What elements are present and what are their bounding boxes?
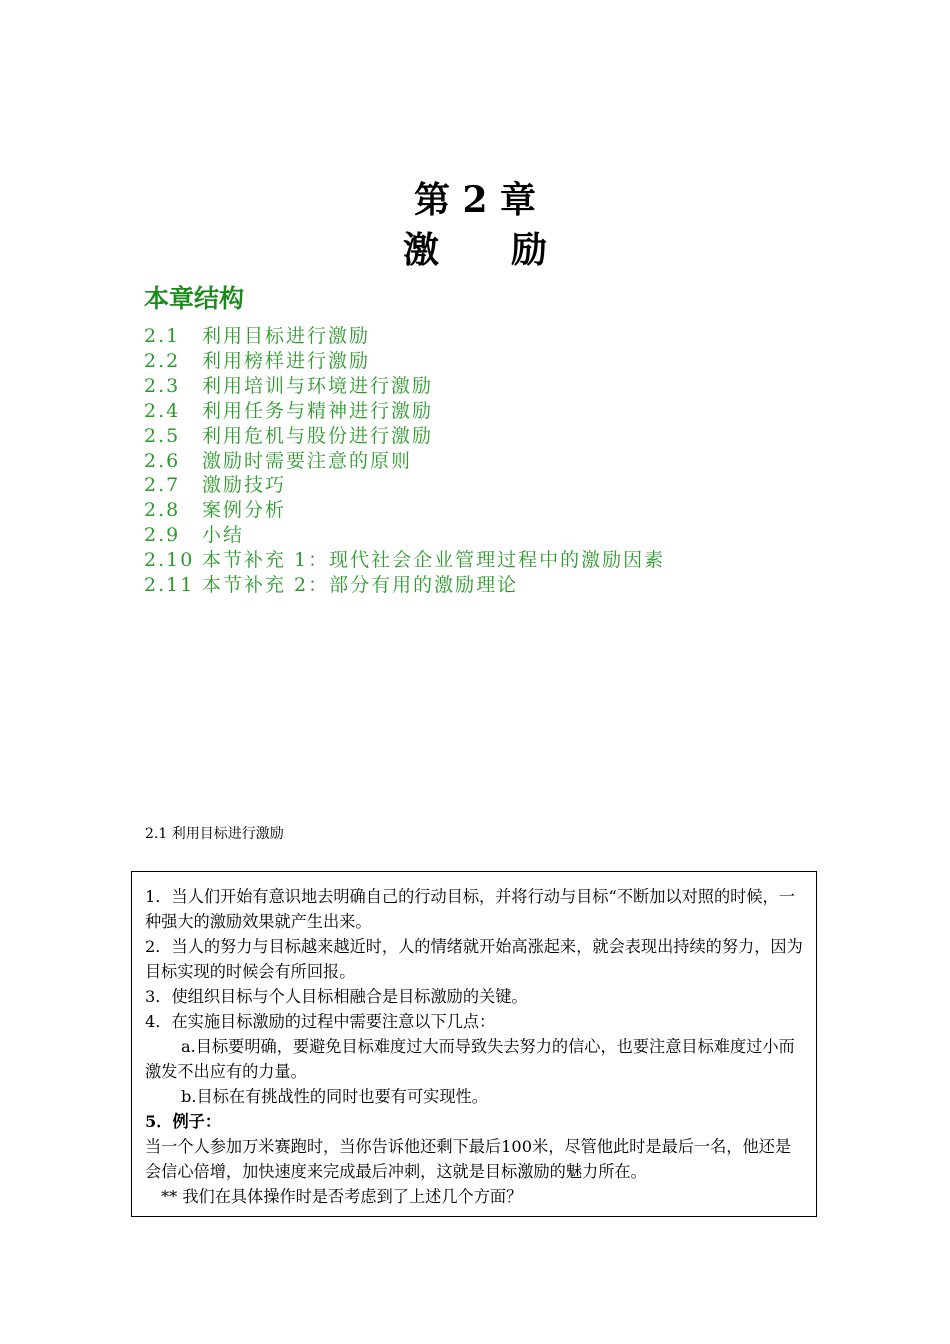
toc-item[interactable] — [144, 573, 665, 598]
box-paragraph-2: 2．当人的努力与目标越来越近时，人的情绪就开始高涨起来，就会表现出持续的努力，因为目标实现的时候会有所回报。 — [145, 937, 803, 981]
toc-item-number: 2.8 — [144, 499, 181, 522]
chapter-number: 第 2 章 — [413, 179, 537, 221]
box-paragraph-3: 3．使组织目标与个人目标相融合是目标激励的关键。 — [145, 987, 528, 1006]
toc-item-number: 2.4 — [144, 399, 181, 422]
toc-item[interactable] — [144, 324, 665, 349]
toc-item[interactable] — [144, 349, 665, 374]
toc-item[interactable] — [144, 424, 665, 449]
toc-item-label: 利用榜样进行激励 — [202, 349, 371, 372]
toc-item-number: 2.10 — [144, 549, 195, 572]
toc-item[interactable] — [144, 399, 665, 424]
content-box — [131, 871, 817, 1217]
toc-item[interactable] — [144, 548, 665, 573]
toc-item-label: 本节补充 2：部分有用的激励理论 — [202, 574, 519, 597]
toc-item-number: 2.9 — [144, 524, 181, 547]
toc-item-label: 利用目标进行激励 — [202, 325, 371, 347]
box-point-a: a.目标要明确，要避免目标难度过大而导致失去努力的信心，也要注意目标难度过小而激发不出应有的力量。 — [145, 1037, 795, 1081]
box-example-text: 当一个人参加万米赛跑时，当你告诉他还剩下最后100米，尽管他此时是最后一名，他还是会信心倍增，加快速度来完成最后冲刺，这就是目标激励的魅力所在。 — [145, 1137, 792, 1181]
box-example-heading: 5．例子： — [145, 1112, 222, 1131]
box-paragraph-1: 1．当人们开始有意识地去明确自己的行动目标，并将行动与目标“不断加以对照的时候，一种强大的激励效果就产生出来。 — [145, 887, 795, 931]
toc-item-number: 2.7 — [144, 474, 181, 497]
toc-item[interactable] — [144, 449, 665, 474]
toc-heading: 本章结构 — [144, 284, 245, 313]
toc-item-label: 本节补充 1：现代社会企业管理过程中的激励因素 — [202, 549, 666, 572]
toc-item[interactable] — [144, 498, 665, 523]
box-point-b: b.目标在有挑战性的同时也要有可实现性。 — [181, 1087, 488, 1106]
toc-item-label: 利用危机与股份进行激励 — [202, 424, 434, 447]
toc-item-label: 案例分析 — [202, 499, 287, 522]
toc-item-label: 激励技巧 — [202, 474, 287, 497]
toc-item-number: 2.5 — [144, 424, 181, 447]
toc-item-number: 2.1 — [144, 325, 181, 347]
toc-item-label: 小结 — [202, 524, 245, 547]
toc-item-number: 2.6 — [144, 449, 181, 472]
toc-item-label: 利用培训与环境进行激励 — [202, 374, 434, 397]
toc-item-label: 利用任务与精神进行激励 — [202, 399, 434, 422]
section-label: 2.1 利用目标进行激励 — [145, 826, 284, 842]
toc-item[interactable] — [144, 523, 665, 548]
toc-item-label: 激励时需要注意的原则 — [202, 449, 413, 472]
toc-item-number: 2.2 — [144, 349, 181, 372]
toc-list — [144, 324, 665, 598]
toc-item[interactable] — [144, 374, 665, 399]
box-question: ** 我们在具体操作时是否考虑到了上述几个方面？ — [161, 1187, 523, 1206]
toc-item-number: 2.11 — [144, 574, 195, 597]
toc-item[interactable] — [144, 473, 665, 498]
box-paragraph-4: 4．在实施目标激励的过程中需要注意以下几点： — [145, 1012, 496, 1031]
chapter-title: 激励 — [402, 229, 619, 271]
toc-item-number: 2.3 — [144, 374, 181, 397]
